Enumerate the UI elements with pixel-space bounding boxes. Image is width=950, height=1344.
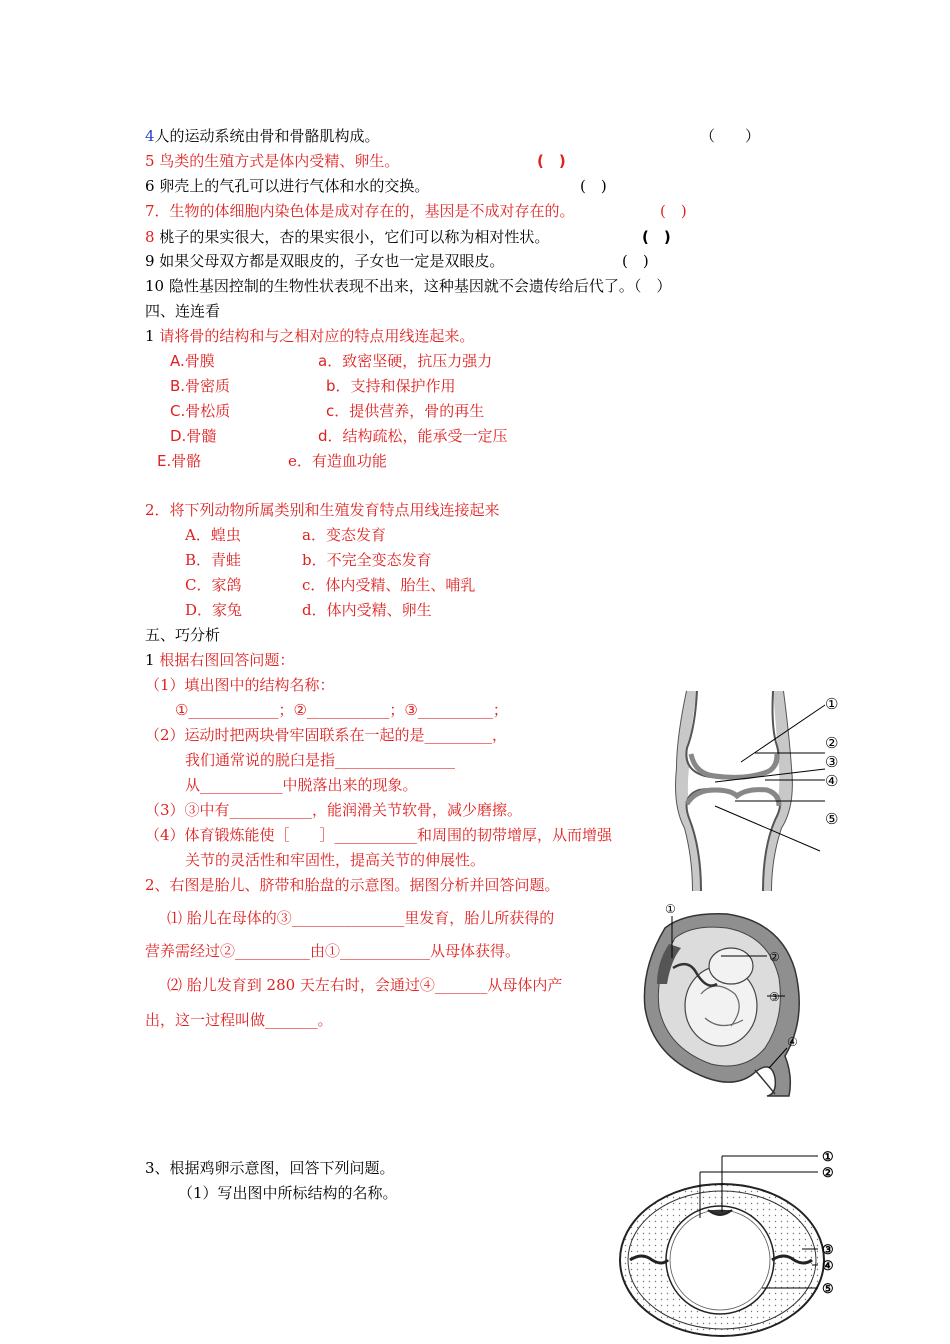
joint-part1: （1）填出图中的结构名称：	[145, 676, 335, 694]
joint-label-1: ①	[825, 695, 839, 713]
bone-right-b: b．支持和保护作用	[326, 377, 456, 395]
fetus-part2-line2: 出，这一过程叫做_______。	[145, 1011, 333, 1029]
bone-right-e: e．有造血功能	[288, 452, 387, 470]
joint-label-4: ④	[825, 772, 839, 790]
judge-q8-number: 8	[145, 228, 155, 246]
animal-left-a: A．蝗虫	[185, 526, 241, 544]
egg-label-2: ②	[822, 1166, 834, 1181]
joint-question-number: 1	[145, 651, 155, 669]
joint-label-5: ⑤	[825, 810, 839, 828]
bone-left-c: C.骨松质	[170, 402, 231, 420]
joint-part2-line1: （2）运动时把两块骨牢固联系在一起的是_________，	[145, 726, 508, 744]
fetus-part1-line2: 营养需经过②__________由①____________从母体获得。	[145, 942, 521, 960]
bone-left-e: E.骨骼	[157, 452, 202, 470]
joint-label-3: ③	[825, 753, 839, 771]
fetus-question: 2、右图是胎儿、脐带和胎盘的示意图。据图分析并回答问题。	[145, 876, 560, 894]
animal-right-a: a．变态发育	[302, 526, 386, 544]
bone-left-a: A.骨膜	[170, 352, 215, 370]
animal-left-b: B．青蛙	[185, 551, 242, 569]
fetus-label-3: ③	[769, 990, 780, 1004]
judge-q9-paren: ( )	[622, 252, 649, 270]
animal-right-d: d．体内受精、卵生	[302, 601, 432, 619]
bone-match-number: 1	[145, 327, 155, 345]
joint-part2-line3: 从___________中脱落出来的现象。	[185, 776, 418, 794]
judge-q6-paren: ( )	[580, 177, 607, 195]
bone-right-c: c．提供营养，骨的再生	[326, 402, 485, 420]
animal-left-d: D．家兔	[185, 601, 243, 619]
joint-label-2: ②	[825, 734, 839, 752]
egg-part1: （1）写出图中所标结构的名称。	[178, 1184, 398, 1202]
fetus-label-2: ②	[769, 950, 780, 964]
judge-q7-paren: ( )	[660, 202, 687, 220]
animal-right-b: b．不完全变态发育	[302, 551, 432, 569]
joint-diagram	[655, 688, 850, 893]
egg-diagram	[612, 1148, 850, 1338]
fetus-part1-line1: ⑴ 胎儿在母体的③_______________里发育，胎儿所获得的	[167, 909, 555, 927]
section5-title: 五、巧分析	[145, 626, 221, 644]
fetus-label-1: ①	[665, 902, 676, 916]
bone-right-a: a．致密坚硬，抗压力强力	[318, 352, 493, 370]
bone-left-d: D.骨髓	[170, 427, 217, 445]
judge-q8	[145, 227, 549, 247]
animal-right-c: c．体内受精、胎生、哺乳	[302, 576, 476, 594]
egg-label-1: ①	[822, 1150, 834, 1165]
judge-q5: 5 鸟类的生殖方式是体内受精、卵生。	[145, 152, 400, 170]
judge-q8-text: 桃子的果实很大，杏的果实很小，它们可以称为相对性状。	[159, 228, 550, 246]
judge-q4-text: 人的运动系统由骨和骨骼肌构成。	[154, 127, 380, 145]
section4-title: 四、连连看	[145, 302, 221, 320]
joint-part2-line2: 我们通常说的脱臼是指________________	[185, 751, 456, 769]
joint-part4-line2: 关节的灵活性和牢固性，提高关节的伸展性。	[185, 851, 486, 869]
bone-match-text: 请将骨的结构和与之相对应的特点用线连起来。	[159, 327, 475, 345]
fetus-label-4: ④	[787, 1035, 798, 1049]
judge-q7: 7．生物的体细胞内染色体是成对存在的，基因是不成对存在的。	[145, 202, 575, 220]
bone-right-d: d．结构疏松，能承受一定压	[318, 427, 508, 445]
judge-q4	[145, 126, 380, 146]
judge-q10: 10 隐性基因控制的生物性状表现不出来，这种基因就不会遗传给后代了。（ ）	[145, 277, 672, 295]
judge-q6: 6 卵壳上的气孔可以进行气体和水的交换。	[145, 177, 430, 195]
judge-q5-paren: ( )	[537, 152, 566, 170]
joint-part4-line1: （4）体育锻炼能使［ ］___________和周围的韧带增厚，从而增强	[145, 826, 613, 844]
joint-question-text: 根据右图回答问题：	[159, 651, 295, 669]
judge-q9: 9 如果父母双方都是双眼皮的，子女也一定是双眼皮。	[145, 252, 505, 270]
animal-left-c: C．家鸽	[185, 576, 242, 594]
animal-match-question: 2．将下列动物所属类别和生殖发育特点用线连接起来	[145, 501, 500, 519]
egg-question: 3、根据鸡卵示意图，回答下列问题。	[145, 1159, 395, 1177]
egg-label-4: ④	[822, 1259, 834, 1274]
bone-left-b: B.骨密质	[170, 377, 231, 395]
bone-match-question	[145, 326, 474, 346]
fetus-part2-line1: ⑵ 胎儿发育到 280 天左右时，会通过④_______从母体内产	[167, 976, 563, 994]
judge-q4-number: 4	[145, 127, 155, 145]
joint-part1-blanks: ①____________；②___________；③__________；	[175, 701, 508, 719]
fetus-diagram	[635, 898, 815, 1098]
egg-label-3: ③	[822, 1243, 834, 1258]
joint-part3: （3）③中有___________，能润滑关节软骨，减少磨擦。	[145, 801, 523, 819]
egg-label-5: ⑤	[822, 1282, 834, 1297]
judge-q8-paren: ( )	[642, 228, 671, 246]
joint-question	[145, 650, 294, 670]
judge-q4-paren: （ ）	[700, 127, 761, 145]
